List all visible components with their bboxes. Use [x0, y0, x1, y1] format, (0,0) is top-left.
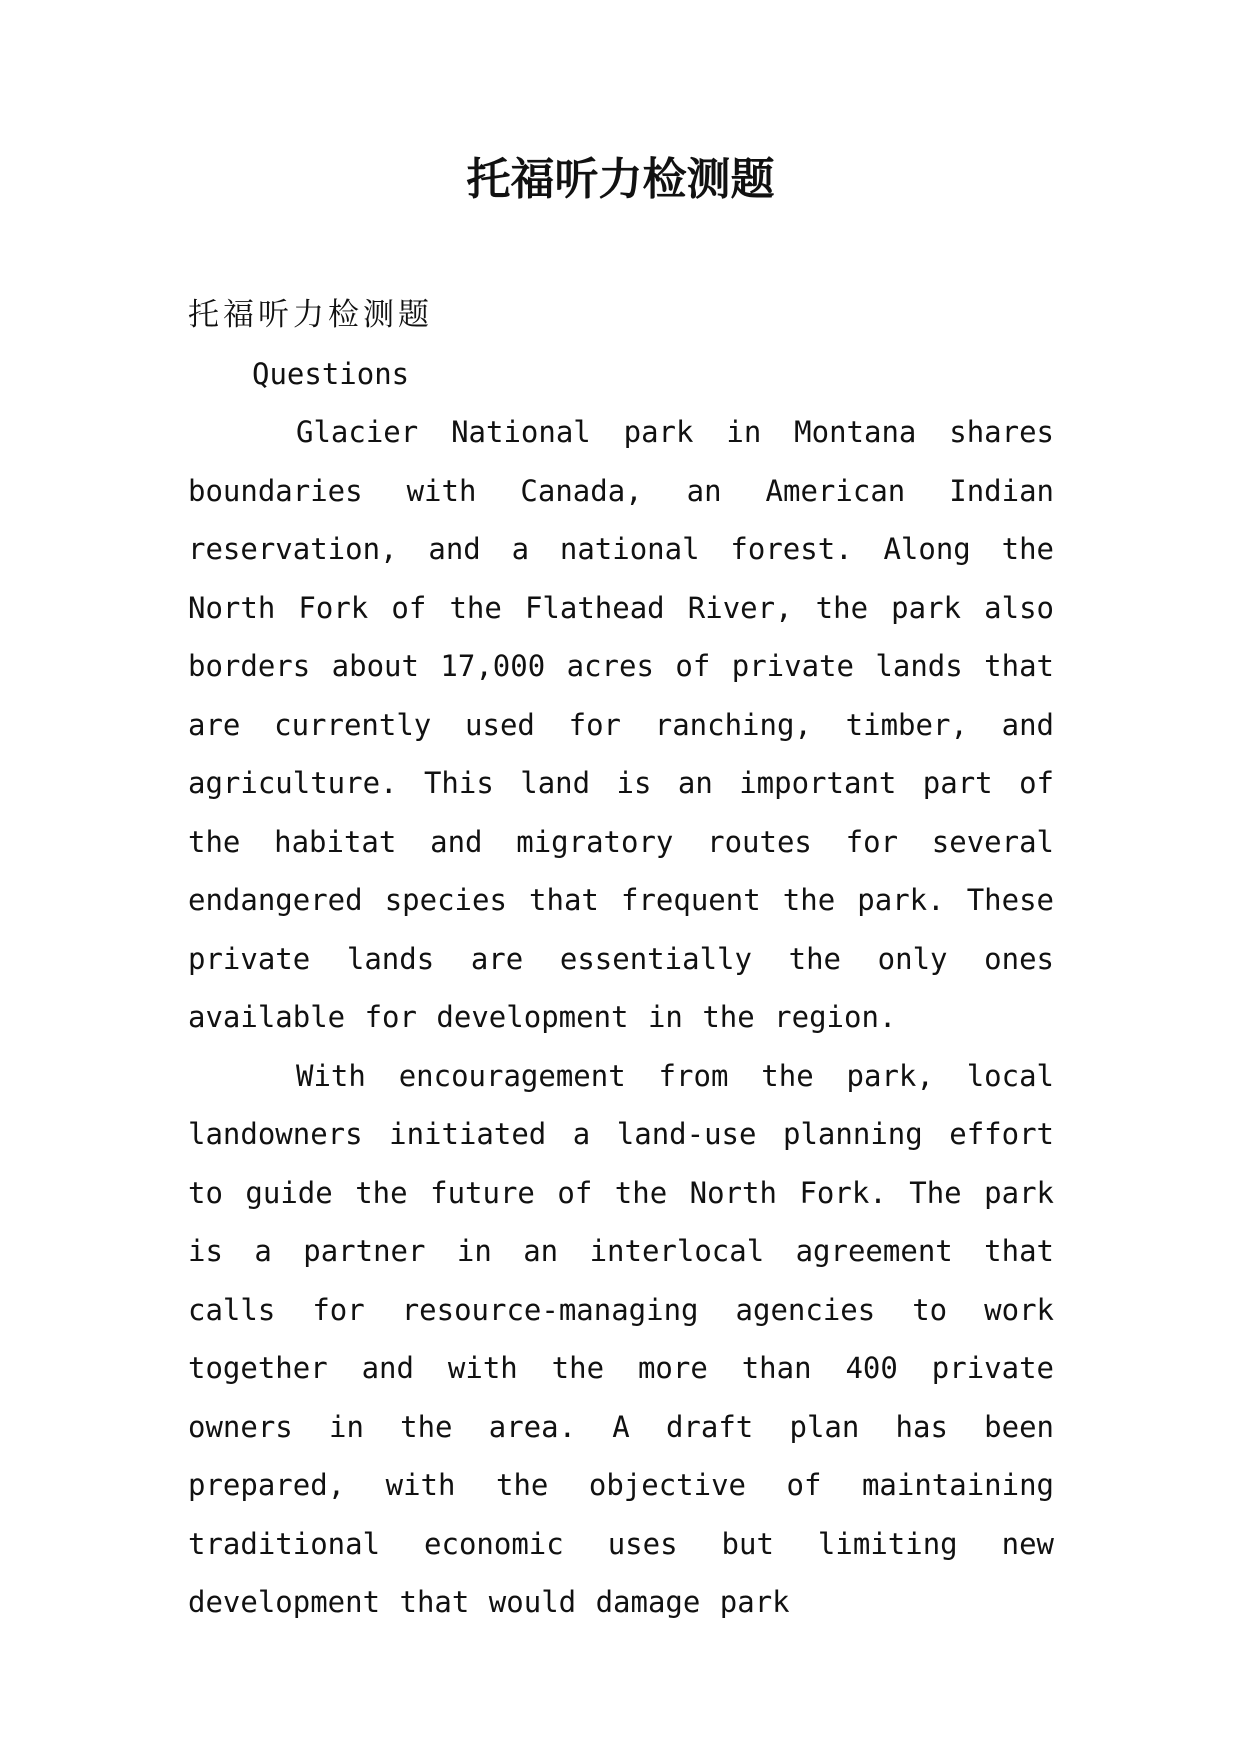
document-subtitle: 托福听力检测题 — [188, 297, 433, 333]
body-paragraph-1: Glacier National park in Montana shares boundaries with Canada, an American Indian reservation, and a national forest. Along the North Fork of the Flathead River, the park also borders about 17,000 acres of private lands that are currently used for ranching, timber, and agriculture. This land is an important part of the habitat and migratory routes for several endangered species that frequent the park. These private lands are essentially the only ones available for development in the region. — [188, 415, 1054, 1034]
body-paragraph-2: With encouragement from the park, local landowners initiated a land-use planning effort to guide the future of the North Fork. The park is a partner in an interlocal agreement that calls for resource-managing agencies to work together and with the more than 400 private owners in the area. A draft plan has been prepared, with the objective of maintaining traditional economic uses but limiting new development that would damage park — [188, 1058, 1054, 1619]
document-body — [188, 286, 1054, 1632]
document-title: 托福听力检测题 — [466, 154, 775, 205]
questions-heading: Questions — [252, 356, 410, 391]
